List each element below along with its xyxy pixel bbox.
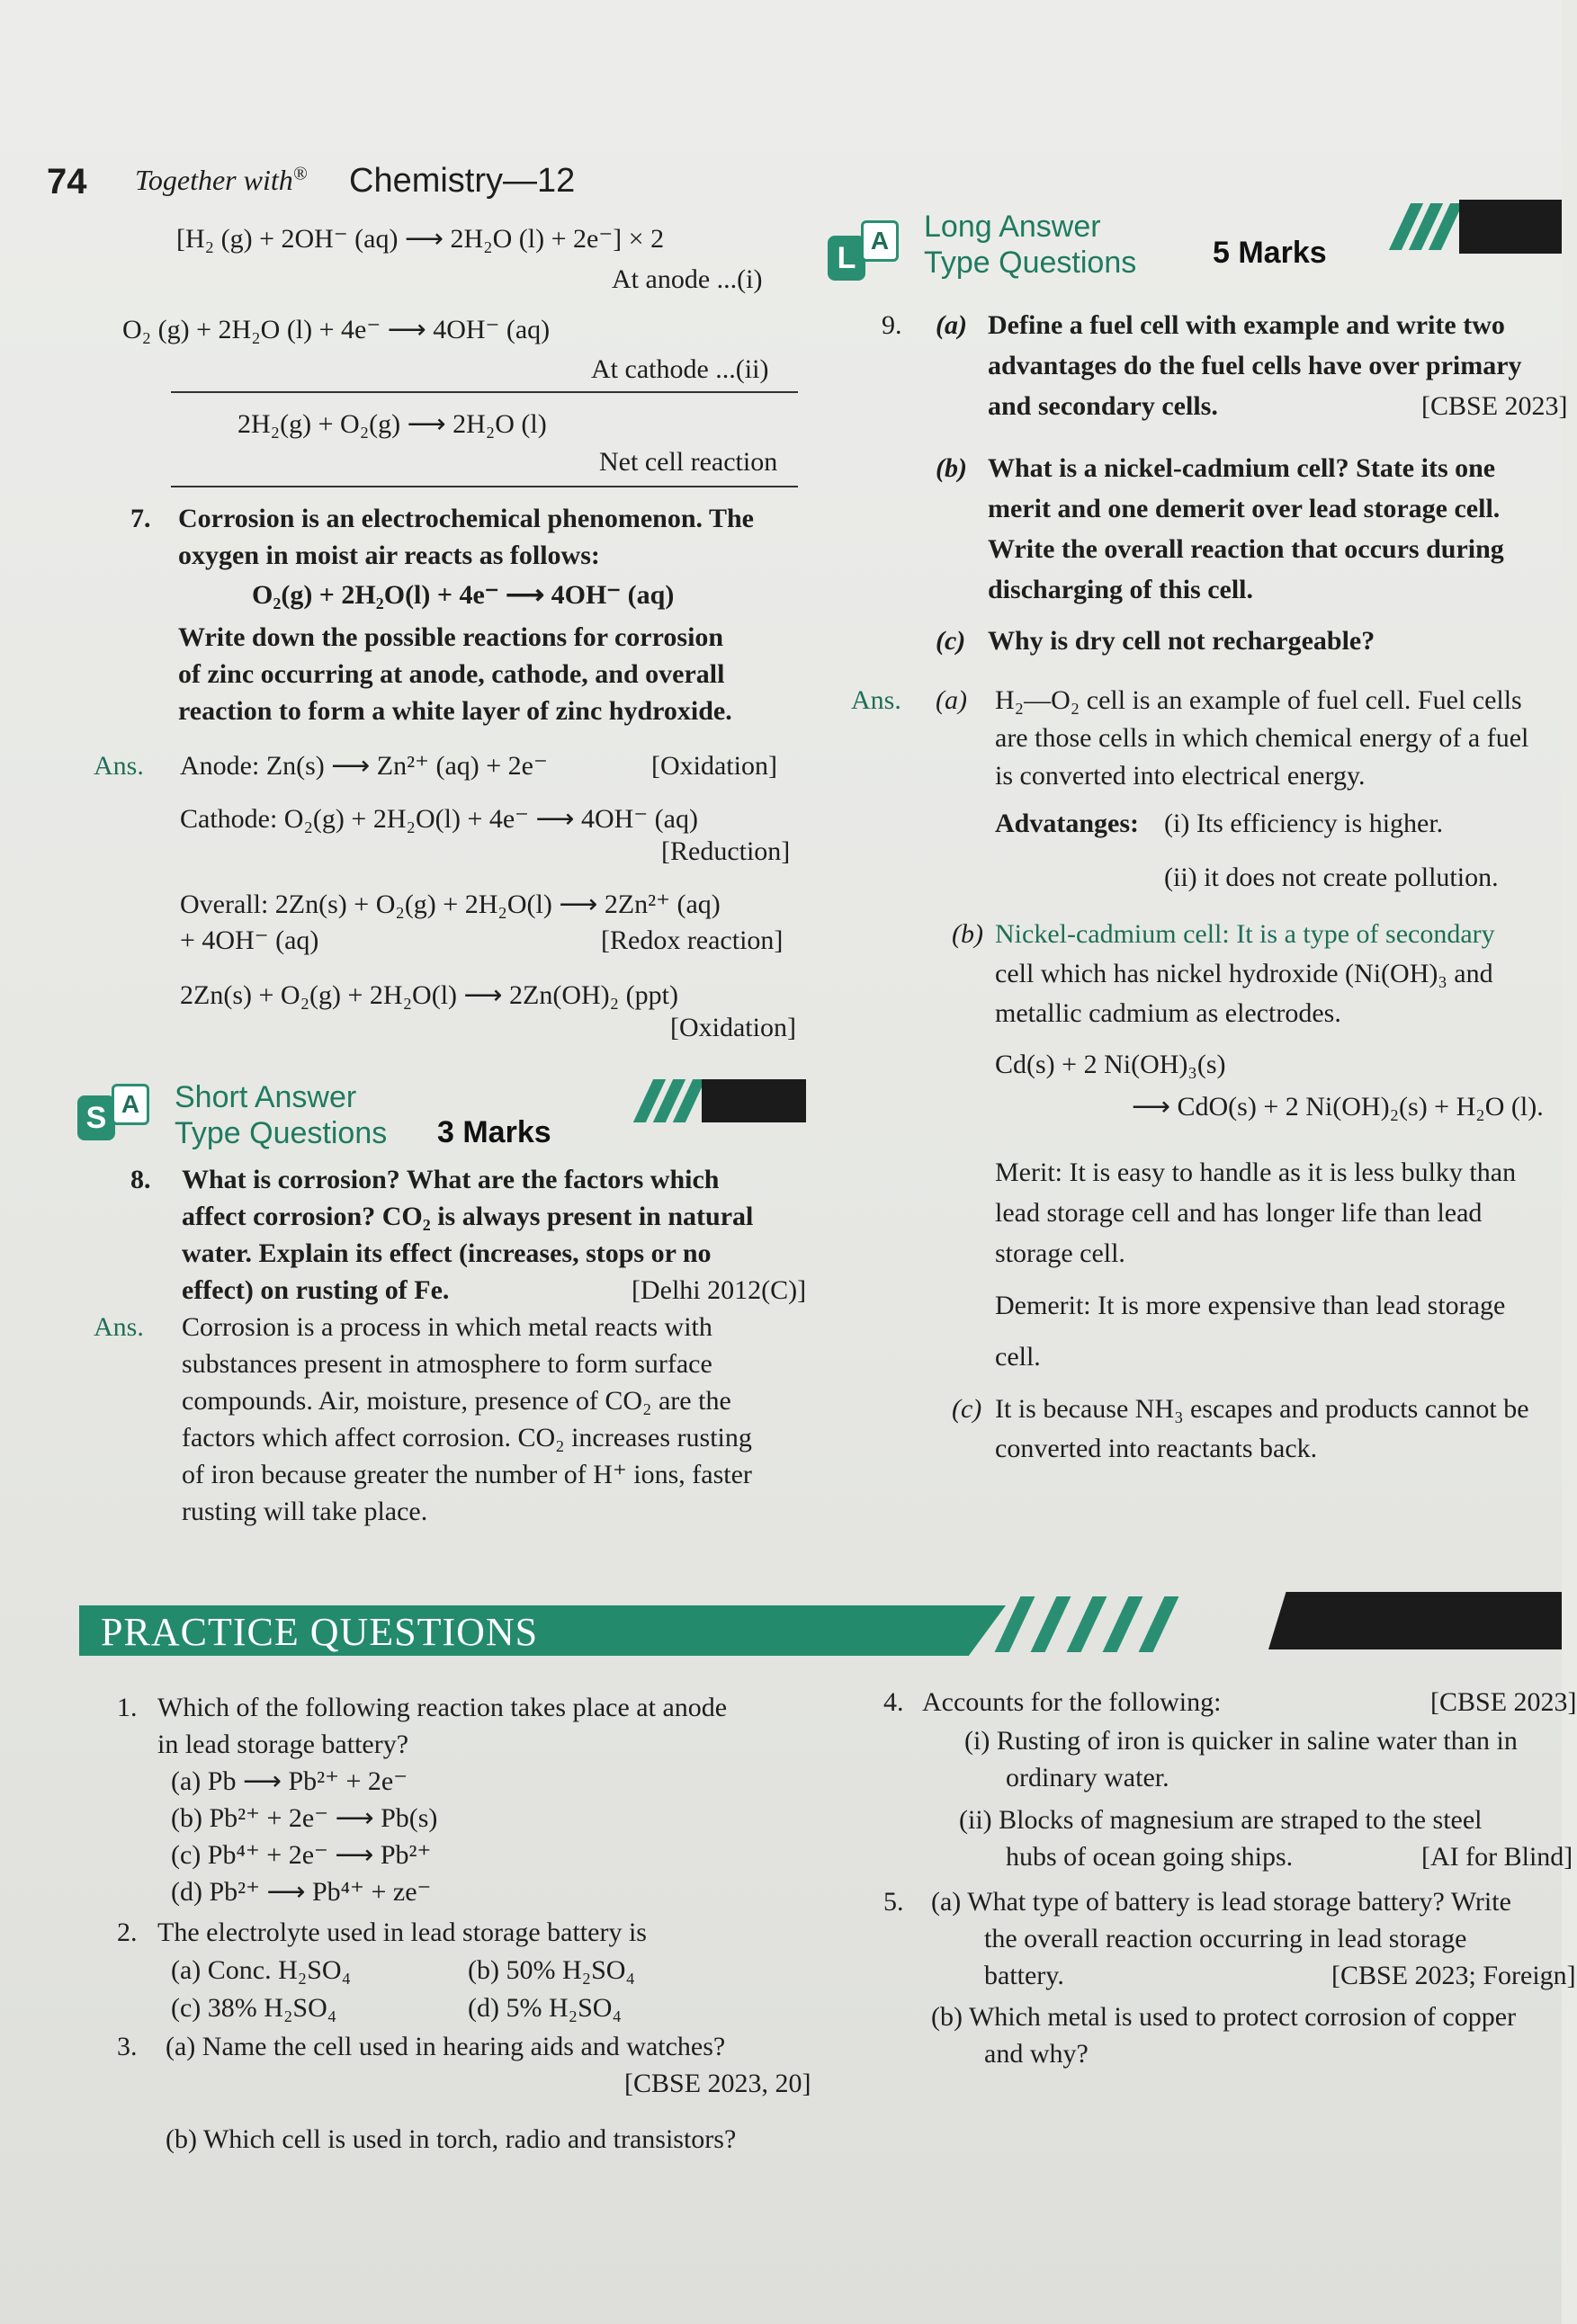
- question-line: Write the overall reaction that occurs during: [988, 534, 1504, 564]
- question-line: and why?: [984, 2039, 1089, 2069]
- merit-line: Merit: It is easy to handle as it is less bulky than: [995, 1158, 1517, 1187]
- part-label: (a): [936, 685, 967, 715]
- answer-label: Ans.: [851, 685, 901, 715]
- question-line: Define a fuel cell with example and write two: [988, 310, 1505, 340]
- answer-tag: [Redox reaction]: [601, 925, 784, 955]
- question-line: discharging of this cell.: [988, 575, 1254, 604]
- part-label: (b): [952, 919, 983, 949]
- practice-title: PRACTICE QUESTIONS: [101, 1610, 539, 1654]
- section-title: Long Answer: [924, 210, 1101, 244]
- answer-line: H₂—O₂ cell is an example of fuel cell. Fuel cells: [995, 685, 1522, 715]
- question-source: [CBSE 2023, 20]: [624, 2069, 811, 2098]
- answer-label: Ans.: [94, 751, 144, 781]
- answer-line: converted into reactants back.: [995, 1434, 1318, 1463]
- question-line: (a) Name the cell used in hearing aids and watches?: [166, 2032, 726, 2061]
- divider: [171, 486, 798, 487]
- section-marks: 5 Marks: [1213, 236, 1327, 270]
- question-line: of zinc occurring at anode, cathode, and overall: [178, 659, 725, 689]
- advantages-label: Advatanges:: [995, 809, 1140, 838]
- question-source: [CBSE 2023]: [1421, 391, 1568, 421]
- section-marks: 3 Marks: [437, 1115, 551, 1149]
- question-source: [AI for Blind]: [1421, 1842, 1573, 1872]
- equation-note: At cathode ...(ii): [591, 354, 769, 384]
- answer-line: (i) Its efficiency is higher.: [1164, 809, 1444, 838]
- answer-line: Anode: Zn(s) ⟶ Zn²⁺ (aq) + 2e⁻: [180, 751, 548, 781]
- equation-note: At anode ...(i): [612, 264, 763, 294]
- answer-line: (ii) it does not create pollution.: [1164, 863, 1499, 892]
- question-number: 4.: [883, 1687, 904, 1717]
- answer-line: is converted into electrical energy.: [995, 761, 1366, 791]
- answer-line: Nickel-cadmium cell: It is a type of secondary: [995, 919, 1495, 949]
- answer-line: Cathode: O₂(g) + 2H₂O(l) + 4e⁻ ⟶ 4OH⁻ (aq): [180, 804, 698, 834]
- divider: [171, 391, 798, 393]
- section-badge: L: [828, 236, 865, 281]
- answer-line: are those cells in which chemical energy of a fuel: [995, 723, 1529, 753]
- answer-line: 2Zn(s) + O₂(g) + 2H₂O(l) ⟶ 2Zn(OH)₂ (ppt): [180, 980, 678, 1010]
- option: (b) 50% H₂SO₄: [468, 1955, 635, 1985]
- section-title: Type Questions: [175, 1116, 388, 1150]
- question-number: 7.: [130, 504, 151, 533]
- question-number: 5.: [883, 1887, 904, 1917]
- option: (a) Conc. H₂SO₄: [171, 1955, 352, 1985]
- question-line: battery.: [984, 1961, 1064, 1990]
- question-line: ordinary water.: [1006, 1763, 1169, 1792]
- question-line: reaction to form a white layer of zinc hydroxide.: [178, 696, 732, 726]
- question-line: (ii) Blocks of magnesium are straped to the steel: [959, 1805, 1483, 1835]
- question-number: 9.: [882, 310, 902, 340]
- answer-equation: ⟶ CdO(s) + 2 Ni(OH)₂(s) + H₂O (l).: [1132, 1092, 1544, 1122]
- question-line: and secondary cells.: [988, 391, 1218, 421]
- answer-line: Corrosion is a process in which metal reacts with: [182, 1312, 712, 1342]
- answer-line: factors which affect corrosion. CO₂ increases rusting: [182, 1423, 752, 1452]
- answer-tag: [Reduction]: [661, 836, 791, 866]
- section-title: Short Answer: [175, 1080, 357, 1114]
- answer-line: It is because NH₃ escapes and products cannot be: [995, 1394, 1529, 1424]
- question-line: hubs of ocean going ships.: [1006, 1842, 1294, 1872]
- question-line: (i) Rusting of iron is quicker in saline water than in: [964, 1726, 1518, 1756]
- demerit-line: Demerit: It is more expensive than lead storage: [995, 1291, 1506, 1320]
- question-line: Corrosion is an electrochemical phenomenon. The: [178, 504, 754, 533]
- question-source: [CBSE 2023]: [1430, 1687, 1577, 1717]
- equation-cathode: O₂ (g) + 2H₂O (l) + 4e⁻ ⟶ 4OH⁻ (aq): [122, 315, 551, 344]
- answer-tag: [Oxidation]: [651, 751, 777, 781]
- question-number: 1.: [117, 1693, 138, 1722]
- page-number: 74: [47, 162, 87, 201]
- answer-label: Ans.: [94, 1312, 144, 1342]
- question-line: What is a nickel-cadmium cell? State its one: [988, 453, 1496, 483]
- answer-line: of iron because greater the number of H⁺ ions, faster: [182, 1460, 752, 1489]
- option: (d) Pb²⁺ ⟶ Pb⁴⁺ + ze⁻: [171, 1877, 432, 1907]
- question-line: affect corrosion? CO₂ is always present in natural: [182, 1202, 754, 1231]
- section-badge: S: [77, 1095, 115, 1140]
- answer-line: substances present in atmosphere to form surface: [182, 1349, 712, 1379]
- answer-line: compounds. Air, moisture, presence of CO₂ are the: [182, 1386, 731, 1416]
- part-label: (b): [936, 453, 967, 483]
- equation-net: 2H₂(g) + O₂(g) ⟶ 2H₂O (l): [237, 409, 547, 439]
- question-line: The electrolyte used in lead storage battery is: [157, 1917, 647, 1947]
- option: (c) 38% H₂SO₄: [171, 1993, 337, 2023]
- section-badge-letter: A: [112, 1084, 149, 1125]
- answer-line: Overall: 2Zn(s) + O₂(g) + 2H₂O(l) ⟶ 2Zn²⁺ (aq): [180, 889, 721, 919]
- question-line: oxygen in moist air reacts as follows:: [178, 541, 600, 570]
- question-line: effect) on rusting of Fe.: [182, 1275, 450, 1305]
- demerit-line: cell.: [995, 1342, 1041, 1372]
- part-label: (a): [936, 310, 967, 340]
- question-line: merit and one demerit over lead storage cell.: [988, 494, 1501, 523]
- answer-tag: [Oxidation]: [670, 1013, 796, 1042]
- answer-line: rusting will take place.: [182, 1497, 428, 1526]
- question-line: Which of the following reaction takes place at anode: [157, 1693, 728, 1722]
- equation-note: Net cell reaction: [599, 447, 778, 477]
- brand-name: Together with®: [135, 163, 308, 196]
- question-line: What is corrosion? What are the factors which: [182, 1165, 720, 1194]
- decorative-bar: [702, 1079, 806, 1122]
- answer-line: metallic cadmium as electrodes.: [995, 998, 1341, 1028]
- question-line: Why is dry cell not rechargeable?: [988, 626, 1375, 656]
- merit-line: lead storage cell and has longer life than lead: [995, 1198, 1483, 1228]
- question-line: the overall reaction occurring in lead storage: [984, 1924, 1467, 1953]
- section-badge-letter: A: [861, 220, 899, 262]
- question-source: [CBSE 2023; Foreign]: [1331, 1961, 1576, 1990]
- question-line: water. Explain its effect (increases, stops or no: [182, 1238, 712, 1268]
- part-label: (c): [952, 1394, 982, 1424]
- question-number: 8.: [130, 1165, 151, 1194]
- equation-anode: [H₂ (g) + 2OH⁻ (aq) ⟶ 2H₂O (l) + 2e⁻] × 2: [176, 224, 665, 254]
- answer-line: cell which has nickel hydroxide (Ni(OH)₃ and: [995, 959, 1493, 988]
- subject-title: Chemistry—12: [349, 162, 576, 200]
- answer-equation: Cd(s) + 2 Ni(OH)₃(s): [995, 1050, 1226, 1079]
- answer-line: + 4OH⁻ (aq): [180, 925, 319, 955]
- question-line: Accounts for the following:: [922, 1687, 1222, 1717]
- option: (a) Pb ⟶ Pb²⁺ + 2e⁻: [171, 1766, 408, 1796]
- option: (b) Pb²⁺ + 2e⁻ ⟶ Pb(s): [171, 1803, 438, 1833]
- option: (c) Pb⁴⁺ + 2e⁻ ⟶ Pb²⁺: [171, 1840, 432, 1870]
- decorative-bar: [1459, 200, 1562, 254]
- question-equation: O₂(g) + 2H₂O(l) + 4e⁻ ⟶ 4OH⁻ (aq): [252, 580, 675, 610]
- question-line: (b) Which metal is used to protect corrosion of copper: [931, 2002, 1517, 2032]
- decorative-bar: [1268, 1592, 1562, 1649]
- section-title: Type Questions: [924, 246, 1137, 280]
- question-line: advantages do the fuel cells have over primary: [988, 351, 1522, 380]
- question-line: (a) What type of battery is lead storage battery? Write: [931, 1887, 1511, 1917]
- question-number: 2.: [117, 1917, 138, 1947]
- question-number: 3.: [117, 2032, 138, 2061]
- option: (d) 5% H₂SO₄: [468, 1993, 622, 2023]
- question-source: [Delhi 2012(C)]: [632, 1275, 807, 1305]
- question-line: (b) Which cell is used in torch, radio and transistors?: [166, 2124, 737, 2154]
- merit-line: storage cell.: [995, 1238, 1125, 1268]
- question-line: Write down the possible reactions for corrosion: [178, 622, 724, 652]
- part-label: (c): [936, 626, 966, 656]
- question-line: in lead storage battery?: [157, 1730, 409, 1759]
